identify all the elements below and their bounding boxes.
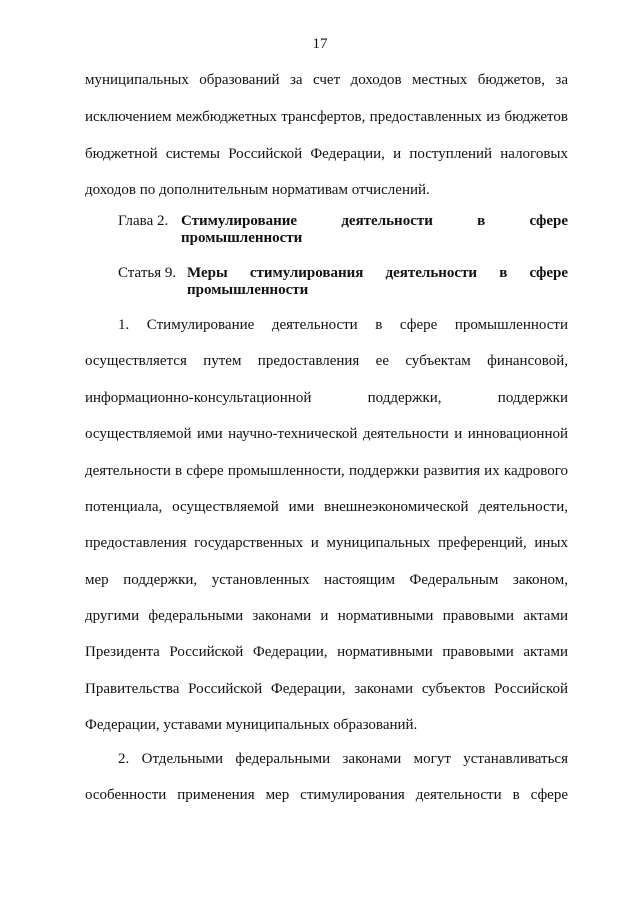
paragraph-line: деятельности в сфере промышленности, поддержки развития их кадрового (85, 463, 568, 479)
paragraph-line: предоставления государственных и муниципальных преференций, иных (85, 535, 568, 551)
intro-line: бюджетной системы Российской Федерации, и поступлений налоговых (85, 146, 568, 162)
chapter-label: Глава 2. (118, 213, 169, 229)
paragraph-line: мер поддержки, установленных настоящим Федеральным законом, (85, 572, 568, 588)
chapter-title-line: промышленности (181, 230, 303, 246)
intro-line: исключением межбюджетных трансфертов, предоставленных из бюджетов (85, 109, 568, 125)
intro-line: муниципальных образований за счет доходов местных бюджетов, за (85, 72, 568, 88)
paragraph-line: Правительства Российской Федерации, законами субъектов Российской (85, 681, 568, 697)
paragraph-line: Президента Российской Федерации, нормативными правовыми актами (85, 644, 568, 660)
paragraph-line: особенности применения мер стимулирования деятельности в сфере (85, 787, 568, 803)
paragraph-line: потенциала, осуществляемой ими внешнеэкономической деятельности, (85, 499, 568, 515)
paragraph-line: другими федеральными законами и нормативными правовыми актами (85, 608, 568, 624)
paragraph-line: осуществляемой ими научно-технической деятельности и инновационной (85, 426, 568, 442)
article-title-line: промышленности (187, 282, 309, 298)
paragraph-line: Федерации, уставами муниципальных образований. (85, 717, 418, 733)
paragraph-line: информационно-консультационной поддержки, поддержки (85, 390, 568, 406)
page-number: 17 (312, 36, 328, 52)
paragraph-line: осуществляется путем предоставления ее субъектам финансовой, (85, 353, 568, 369)
intro-line: доходов по дополнительным нормативам отчислений. (85, 182, 430, 198)
paragraph-line: 2. Отдельными федеральными законами могут устанавливаться (118, 751, 568, 767)
chapter-title-line: Стимулирование деятельности в сфере (181, 213, 568, 229)
article-label: Статья 9. (118, 265, 177, 281)
paragraph-line: 1. Стимулирование деятельности в сфере промышленности (118, 317, 568, 333)
article-title-line: Меры стимулирования деятельности в сфере (187, 265, 568, 281)
